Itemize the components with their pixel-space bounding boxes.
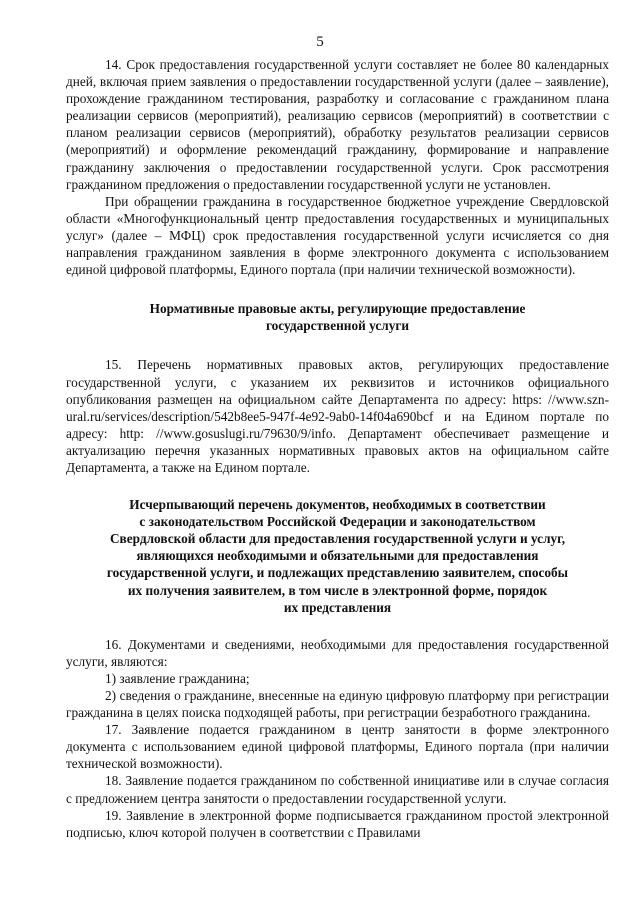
- paragraph-16: 16. Документами и сведениями, необходимыми для предоставления государственной услуги, являются:: [66, 636, 609, 669]
- heading-line: их получения заявителем, в том числе в электронной форме, порядок: [127, 582, 548, 598]
- paragraph-15: 15. Перечень нормативных правовых актов, регулирующих предоставление государственной услуги, с указанием их реквизитов и источников официального опубликования размещен на официальном сайте Департамента по адресу: https: //www.szn-ural.ru/services/description/542b8ee5-947f-4e92-9ab0-14f04a690bcf и на Едином портале по адресу: http: //www.gosuslugi.ru/79630/9/info. Департамент обеспечивает размещение и актуализацию перечня указанных нормативных правовых актов на официальном сайте Департамента, а также на Едином портале.: [66, 357, 609, 475]
- heading-line: с законодательством Российской Федерации и законодательством: [139, 514, 536, 530]
- heading-line: государственной услуги: [265, 318, 410, 334]
- heading-line: являющихся необходимыми и обязательными для предоставления: [136, 548, 539, 564]
- heading-line: государственной услуги, и подлежащих представлению заявителем, способы: [106, 565, 569, 581]
- heading-line: их представления: [283, 599, 392, 615]
- paragraph-14-mfc: При обращении гражданина в государственное бюджетное учреждение Свердловской области «Многофункциональный центр предоставления государственных и муниципальных услуг» (далее – МФЦ) срок предоставления государственной услуги исчисляется со дня направления гражданином заявления в форме электронного документа с использованием единой цифровой платформы, Единого портала (при наличии технической возможности).: [66, 193, 609, 278]
- paragraph-19: 19. Заявление в электронной форме подписывается гражданином простой электронной подписью, ключ которой получен в соответствии с Правилами: [66, 807, 609, 840]
- list-item-16-2: 2) сведения о гражданине, внесенные на единую цифровую платформу при регистрации гражданина в целях поиска подходящей работы, при регистрации безработного гражданина.: [66, 688, 609, 721]
- section-heading-documents: [66, 496, 609, 616]
- heading-line: Исчерпывающий перечень документов, необходимых в соответствии: [129, 497, 546, 513]
- heading-line: Нормативные правовые акты, регулирующие предоставление: [149, 301, 526, 317]
- paragraph-17: 17. Заявление подается гражданином в центр занятости в форме электронного документа с использованием единой цифровой платформы, Единого портала (при наличии технической возможности).: [66, 722, 609, 772]
- paragraph-14: 14. Срок предоставления государственной услуги составляет не более 80 календарных дней, включая прием заявления о предоставлении государственной услуги (далее – заявление), прохождение гражданином тестирования, разработку и согласование с гражданином плана реализации сервисов (мероприятий), реализацию сервисов (мероприятий) в соответствии с планом реализации сервисов (мероприятий), обработку результатов реализации сервисов (мероприятий) и оформление рекомендаций гражданину, формирование и направление гражданину заключения о предоставлении государственной услуги. Срок рассмотрения гражданином предложения о предоставлении государственной услуги не установлен.: [66, 57, 609, 192]
- heading-line: Свердловской области для предоставления государственной услуги и услуг,: [109, 531, 566, 547]
- document-body: [66, 56, 609, 841]
- paragraph-18: 18. Заявление подается гражданином по собственной инициативе или в случае согласия с предложением центра занятости о предоставлении государственной услуги.: [66, 773, 609, 806]
- section-heading-normative-acts: [66, 300, 609, 334]
- list-item-16-1: 1) заявление гражданина;: [105, 670, 250, 686]
- page-number: 5: [316, 34, 324, 50]
